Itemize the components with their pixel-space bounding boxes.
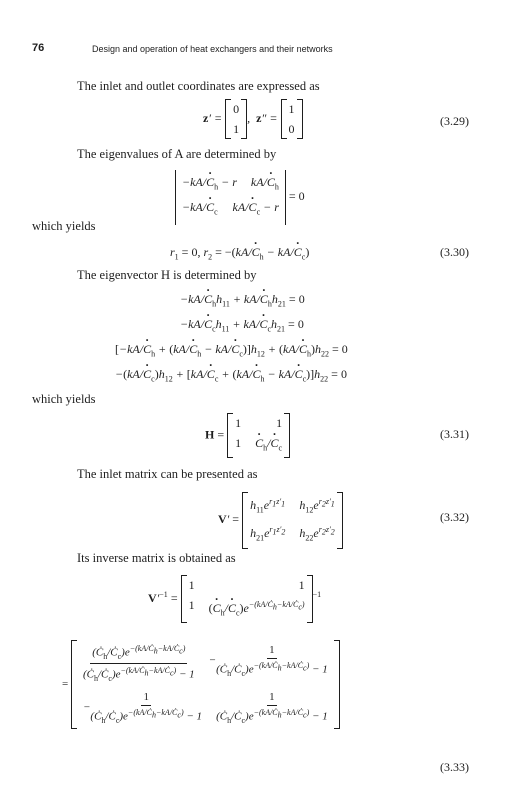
equation-inlet-matrix: V′ = $h_{11}e^{r_1z'_1}$ $h_{12}e^{r_2z'_1}$ $h_{21}e^{r_1z'_2}$ $h_{22}e^{r_2z'_2}$ [218, 492, 343, 549]
equation-number-3-30: (3.30) [440, 245, 469, 259]
equation-eigenvector-1: $-kA/\cdot C_hh_{11} + kA/\cdot C_hh_{21} = 0$ [180, 292, 305, 308]
running-title: Design and operation of heat exchangers and their networks [92, 44, 333, 54]
paragraph-inverse-matrix: Its inverse matrix is obtained as [77, 551, 236, 565]
paragraph-which-yields-2: which yields [32, 392, 96, 406]
paragraph-eigenvalues: The eigenvalues of A are determined by [77, 147, 277, 161]
equation-inlet-outlet-vectors: z′ = 0 1 , z″ = 1 0 [203, 99, 303, 139]
equation-inverse-matrix-expanded: = $\frac{(Ċ_h/Ċ_c)e^{-(kA/Ċ_h-kA/Ċ_c)}}{(Ċ_h/Ċ_c)e^{-(kA/Ċ_h-kA/Ċ_c)} - 1}$ − $\frac{1}{(Ċ_h/Ċ_c)e^{-(kA/Ċ_h-kA/Ċ_c)} - 1}$ − $\frac{1}{(Ċ_h/Ċ_c)e^{-(kA/Ċ_h-kA/Ċ_c)} - 1}$ $\frac{1}{(Ċ_h/Ċ_c)e^{-(kA/Ċ_h-kA/Ċ_c)} - 1}$ [62, 640, 340, 729]
paragraph-eigenvector: The eigenvector H is determined by [77, 268, 257, 282]
equation-number-3-33: (3.33) [440, 760, 469, 774]
equation-number-3-29: (3.29) [440, 114, 469, 128]
equation-eigenvector-3: $[-kA/\cdot C_h + (kA/\cdot C_h - kA/\cdot C_c)]h_{12} + (kA/\cdot C_h)h_{22} = 0$ [115, 342, 348, 358]
equation-number-3-32: (3.32) [440, 510, 469, 524]
equation-number-3-31: (3.31) [440, 427, 469, 441]
paragraph-inlet-matrix: The inlet matrix can be presented as [77, 467, 258, 481]
equation-determinant: $-kA/\cdot C_h - r$ $kA/\cdot C_h$ $-kA/\cdot C_c$ $kA/\cdot C_c - r$ = 0 [175, 170, 305, 225]
equation-eigenvalues: $r_1 = 0$, $r_2 = -(kA/\cdot C_h - kA/\cdot C_c)$ [170, 245, 309, 261]
equation-inverse-matrix: $V'^{-1}$ = 1 1 1 (· $C_h/\cdot C_c)e^{-(kA/Ċ_h-kA/Ċ_c)}$ $^{-1}$ [148, 575, 321, 623]
equation-eigenvector-2: $-kA/\cdot C_ch_{11} + kA/\cdot C_ch_{21} = 0$ [180, 317, 304, 333]
equation-eigenvector-matrix: H = 1 1 1 · $C_h/\cdot C_c$ [205, 413, 290, 458]
paragraph-which-yields-1: which yields [32, 219, 96, 233]
paragraph-inlet-outlet: The inlet and outlet coordinates are expressed as [77, 79, 320, 93]
equation-eigenvector-4: $-(kA/\cdot C_c)h_{12} + [kA/\cdot C_c + (kA/\cdot C_h - kA/\cdot C_c)]h_{22} = 0$ [115, 367, 347, 383]
page-number: 76 [32, 42, 45, 54]
